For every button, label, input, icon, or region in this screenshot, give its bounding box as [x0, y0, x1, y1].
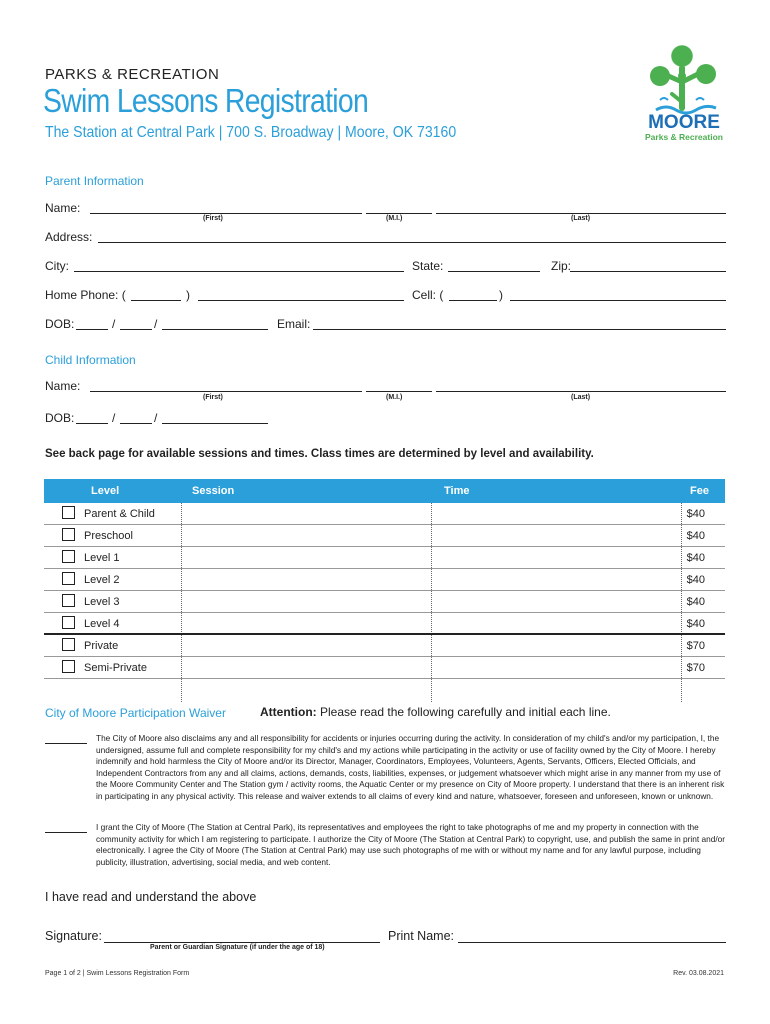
home-phone-field[interactable]: [198, 300, 404, 301]
level-name: Preschool: [84, 530, 133, 542]
child-dob-day-field[interactable]: [120, 423, 152, 424]
attention-text: Please read the following carefully and initial each line.: [316, 705, 611, 719]
email-label: Email:: [277, 317, 311, 331]
dob-slash: /: [154, 317, 158, 331]
city-field[interactable]: [74, 271, 404, 272]
last-hint: (Last): [571, 394, 591, 401]
parent-mi-field[interactable]: [366, 213, 432, 214]
state-field[interactable]: [448, 271, 540, 272]
mi-hint: (M.I.): [386, 394, 403, 401]
parent-dob-day-field[interactable]: [120, 329, 152, 330]
child-last-name-field[interactable]: [436, 391, 726, 392]
signature-hint: Parent or Guardian Signature (if under the age of 18): [150, 944, 325, 951]
parent-dob-label: DOB:: [45, 317, 75, 331]
attention-bold: Attention:: [260, 705, 317, 719]
parent-dob-year-field[interactable]: [162, 329, 268, 330]
zip-label: Zip:: [551, 259, 572, 273]
level-checkbox[interactable]: [62, 506, 75, 519]
cell-close: ): [499, 288, 503, 302]
parent-dob-month-field[interactable]: [76, 329, 108, 330]
child-first-name-field[interactable]: [90, 391, 362, 392]
home-phone-area-field[interactable]: [131, 300, 181, 301]
email-field[interactable]: [313, 329, 726, 330]
footer-page-info: Page 1 of 2 | Swim Lessons Registration Form: [45, 970, 190, 977]
level-name: Semi-Private: [84, 662, 147, 674]
first-hint: (First): [203, 394, 223, 401]
logo-tagline: Parks & Recreation: [645, 132, 723, 142]
state-label: State:: [412, 259, 444, 273]
level-checkbox[interactable]: [62, 638, 75, 651]
initial-line-1[interactable]: [45, 743, 87, 744]
child-mi-field[interactable]: [366, 391, 432, 392]
child-name-label: Name:: [45, 379, 81, 393]
home-phone-close: ): [186, 288, 190, 302]
child-dob-month-field[interactable]: [76, 423, 108, 424]
page-title: Swim Lessons Registration: [43, 82, 369, 119]
level-fee: $40: [686, 552, 705, 564]
city-label: City:: [45, 259, 69, 273]
cell-area-field[interactable]: [449, 300, 497, 301]
parent-first-name-field[interactable]: [90, 213, 362, 214]
table-row: [44, 635, 725, 657]
level-name: Private: [84, 640, 119, 652]
level-fee: $40: [686, 508, 705, 520]
parent-name-label: Name:: [45, 201, 81, 215]
print-name-field[interactable]: [458, 942, 726, 943]
table-row: [44, 569, 725, 591]
level-checkbox[interactable]: [62, 616, 75, 629]
moore-parks-logo: [636, 42, 732, 146]
header-level: Level: [91, 485, 120, 497]
level-fee: $70: [686, 640, 705, 652]
dob-slash: /: [112, 411, 116, 425]
header-session: Session: [192, 485, 235, 497]
sessions-notice: See back page for available sessions and times. Class times are determined by level and availability.: [45, 448, 594, 460]
acknowledge-text: I have read and understand the above: [45, 890, 257, 904]
address-label: Address:: [45, 230, 93, 244]
table-row: [44, 503, 725, 525]
cell-label: Cell: (: [412, 288, 444, 302]
level-fee: $40: [686, 618, 705, 630]
parent-info-heading: Parent Information: [45, 174, 144, 188]
footer-revision: Rev. 03.08.2021: [673, 970, 724, 977]
levels-table: [44, 479, 725, 679]
child-info-heading: Child Information: [45, 353, 136, 367]
table-row: [44, 657, 725, 679]
level-fee: $40: [686, 574, 705, 586]
waiver-paragraph-2: I grant the City of Moore (The Station at Central Park), its representatives and employees the right to take photographs of me and my property in connection with the community activity for which I am registering to participate. I authorize the City of Moore (The Station at Central Park) to copyright, use, and publish the same in print and/or electronically. I agree the City of Moore (The Station at Central Park) may use such photographs of me with or without my name and for any lawful purpose, including publicity, illustration, advertising, social media, and web content.: [96, 822, 726, 867]
table-row: [44, 613, 725, 635]
level-checkbox[interactable]: [62, 660, 75, 673]
table-header: [44, 479, 725, 503]
level-name: Level 3: [84, 596, 120, 608]
attention-line: [260, 705, 611, 719]
header-time: Time: [444, 485, 470, 497]
mi-hint: (M.I.): [386, 215, 403, 222]
level-checkbox[interactable]: [62, 550, 75, 563]
last-hint: (Last): [571, 215, 591, 222]
tree-figure-logo-icon: [636, 42, 732, 146]
level-fee: $40: [686, 530, 705, 542]
parent-last-name-field[interactable]: [436, 213, 726, 214]
table-row: [44, 547, 725, 569]
child-dob-year-field[interactable]: [162, 423, 268, 424]
level-checkbox[interactable]: [62, 572, 75, 585]
signature-label: Signature:: [45, 929, 102, 943]
waiver-heading: City of Moore Participation Waiver: [45, 706, 226, 720]
level-checkbox[interactable]: [62, 594, 75, 607]
child-dob-label: DOB:: [45, 411, 75, 425]
dob-slash: /: [154, 411, 158, 425]
signature-field[interactable]: [104, 942, 380, 943]
initial-line-2[interactable]: [45, 832, 87, 833]
home-phone-label: Home Phone: (: [45, 288, 126, 302]
level-name: Parent & Child: [84, 508, 155, 520]
table-row: [44, 525, 725, 547]
level-checkbox[interactable]: [62, 528, 75, 541]
header-fee: Fee: [690, 485, 709, 497]
level-name: Level 1: [84, 552, 120, 564]
level-fee: $70: [686, 662, 705, 674]
address-field[interactable]: [98, 242, 726, 243]
location-subtitle: The Station at Central Park | 700 S. Broadway | Moore, OK 73160: [45, 124, 457, 141]
print-name-label: Print Name:: [388, 929, 454, 943]
department-label: PARKS & RECREATION: [45, 66, 220, 83]
logo-wordmark: MOORE: [648, 112, 720, 133]
level-name: Level 2: [84, 574, 120, 586]
level-fee: $40: [686, 596, 705, 608]
waiver-paragraph-1: The City of Moore also disclaims any and all responsibility for accidents or injuries occurring during the activity. In consideration of my child's and/or my participation, I, the undersigned, assume full and complete responsibility for my child's and my actions while participating in the activity or use of facility owned by the City of Moore. I hereby indemnify and hold harmless the City of Moore and/or its Director, Manager, Coordinators, Employees, Volunteers, Agents, Servants, Officers, Elected Officials, and Independent Contractors from any and all claims, actions, demands, costs, liabilities, expenses, or judgement whatsoever which might arise in any manner from my use of the Moore Community Center and The Station gym / activity rooms, the Aquatic Center or my presence on City of Moore property. I understand that there is an inherent risk in participating in any physical activity. This release and waiver extends to all claims of every kind and nature, whatsoever, foreseen and unforeseen, known or unknown.: [96, 733, 725, 801]
dob-slash: /: [112, 317, 116, 331]
level-name: Level 4: [84, 618, 120, 630]
zip-field[interactable]: [570, 271, 726, 272]
cell-field[interactable]: [510, 300, 726, 301]
first-hint: (First): [203, 215, 223, 222]
table-row: [44, 591, 725, 613]
